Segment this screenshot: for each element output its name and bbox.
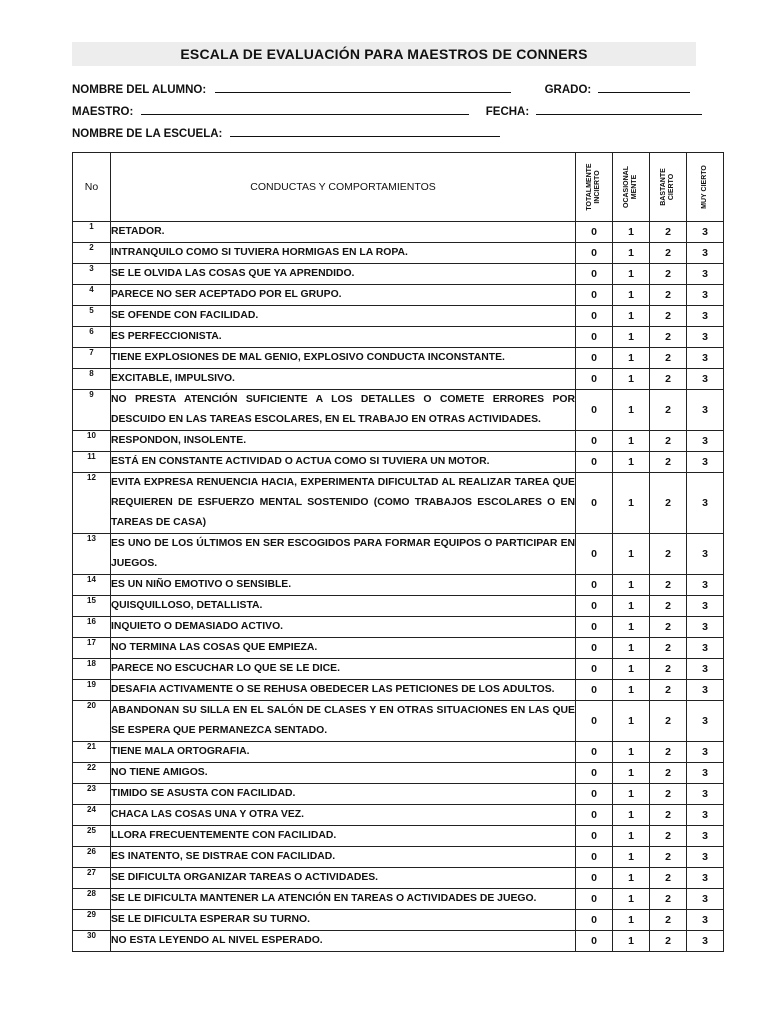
row-number: 17 xyxy=(73,638,111,659)
score-option-3[interactable]: 3 xyxy=(687,348,724,369)
header-very-true: MUY CIERTO xyxy=(687,153,724,222)
score-option-3[interactable]: 3 xyxy=(687,931,724,952)
score-option-3[interactable]: 3 xyxy=(687,680,724,701)
score-option-1[interactable]: 1 xyxy=(613,617,650,638)
score-option-3[interactable]: 3 xyxy=(687,889,724,910)
row-number: 24 xyxy=(73,805,111,826)
score-option-0[interactable]: 0 xyxy=(576,306,613,327)
score-option-1[interactable]: 1 xyxy=(613,931,650,952)
row-number: 5 xyxy=(73,306,111,327)
behavior-text: ESTÁ EN CONSTANTE ACTIVIDAD O ACTUA COMO SI TUVIERA UN MOTOR. xyxy=(111,452,576,473)
behavior-text: TIENE MALA ORTOGRAFIA. xyxy=(111,742,576,763)
score-option-3[interactable]: 3 xyxy=(687,285,724,306)
score-option-3[interactable]: 3 xyxy=(687,763,724,784)
table-row xyxy=(73,617,724,638)
score-option-0[interactable]: 0 xyxy=(576,327,613,348)
table-row xyxy=(73,452,724,473)
row-number: 25 xyxy=(73,826,111,847)
score-option-0[interactable]: 0 xyxy=(576,701,613,742)
score-option-3[interactable]: 3 xyxy=(687,452,724,473)
score-option-3[interactable]: 3 xyxy=(687,222,724,243)
score-option-2[interactable]: 2 xyxy=(650,243,687,264)
row-number: 27 xyxy=(73,868,111,889)
behavior-text: TIMIDO SE ASUSTA CON FACILIDAD. xyxy=(111,784,576,805)
score-option-0[interactable]: 0 xyxy=(576,243,613,264)
score-option-2[interactable]: 2 xyxy=(650,473,687,534)
behavior-text: PARECE NO ESCUCHAR LO QUE SE LE DICE. xyxy=(111,659,576,680)
row-number: 22 xyxy=(73,763,111,784)
row-number: 6 xyxy=(73,327,111,348)
row-number: 9 xyxy=(73,390,111,431)
table-row xyxy=(73,889,724,910)
score-option-1[interactable]: 1 xyxy=(613,264,650,285)
score-option-3[interactable]: 3 xyxy=(687,369,724,390)
score-option-2[interactable]: 2 xyxy=(650,306,687,327)
table-row xyxy=(73,910,724,931)
student-name-label: NOMBRE DEL ALUMNO: xyxy=(72,84,207,96)
score-option-2[interactable]: 2 xyxy=(650,910,687,931)
score-option-1[interactable]: 1 xyxy=(613,327,650,348)
row-number: 30 xyxy=(73,931,111,952)
school-row xyxy=(72,126,500,140)
score-option-2[interactable]: 2 xyxy=(650,847,687,868)
score-option-2[interactable]: 2 xyxy=(650,264,687,285)
score-option-2[interactable]: 2 xyxy=(650,452,687,473)
score-option-3[interactable]: 3 xyxy=(687,327,724,348)
teacher-field[interactable] xyxy=(141,104,469,115)
score-option-1[interactable]: 1 xyxy=(613,659,650,680)
table-row xyxy=(73,742,724,763)
row-number: 8 xyxy=(73,369,111,390)
table-row xyxy=(73,826,724,847)
behavior-text: SE LE OLVIDA LAS COSAS QUE YA APRENDIDO. xyxy=(111,264,576,285)
score-option-0[interactable]: 0 xyxy=(576,473,613,534)
row-number: 7 xyxy=(73,348,111,369)
score-option-2[interactable]: 2 xyxy=(650,784,687,805)
score-option-2[interactable]: 2 xyxy=(650,575,687,596)
score-option-3[interactable]: 3 xyxy=(687,431,724,452)
student-name-field[interactable] xyxy=(215,82,511,93)
score-option-0[interactable]: 0 xyxy=(576,596,613,617)
score-option-2[interactable]: 2 xyxy=(650,617,687,638)
score-option-1[interactable]: 1 xyxy=(613,473,650,534)
table-row xyxy=(73,222,724,243)
score-option-2[interactable]: 2 xyxy=(650,431,687,452)
score-option-1[interactable]: 1 xyxy=(613,222,650,243)
score-option-1[interactable]: 1 xyxy=(613,243,650,264)
score-option-3[interactable]: 3 xyxy=(687,534,724,575)
row-number: 3 xyxy=(73,264,111,285)
behavior-text: CHACA LAS COSAS UNA Y OTRA VEZ. xyxy=(111,805,576,826)
row-number: 18 xyxy=(73,659,111,680)
score-option-0[interactable]: 0 xyxy=(576,680,613,701)
row-number: 14 xyxy=(73,575,111,596)
score-option-1[interactable]: 1 xyxy=(613,784,650,805)
score-option-2[interactable]: 2 xyxy=(650,348,687,369)
behavior-text: NO PRESTA ATENCIÓN SUFICIENTE A LOS DETALLES O COMETE ERRORES POR DESCUIDO EN LAS TAREAS ESCOLARES, EN EL TRABAJO EN OTRAS ACTIVIDADES. xyxy=(111,390,576,431)
form-title: ESCALA DE EVALUACIÓN PARA MAESTROS DE CONNERS xyxy=(72,42,696,66)
score-option-3[interactable]: 3 xyxy=(687,805,724,826)
score-option-3[interactable]: 3 xyxy=(687,826,724,847)
behavior-text: NO TERMINA LAS COSAS QUE EMPIEZA. xyxy=(111,638,576,659)
score-option-3[interactable]: 3 xyxy=(687,243,724,264)
behavior-text: TIENE EXPLOSIONES DE MAL GENIO, EXPLOSIVO CONDUCTA INCONSTANTE. xyxy=(111,348,576,369)
score-option-1[interactable]: 1 xyxy=(613,285,650,306)
score-option-0[interactable]: 0 xyxy=(576,638,613,659)
score-option-1[interactable]: 1 xyxy=(613,452,650,473)
row-number: 10 xyxy=(73,431,111,452)
behavior-text: SE LE DIFICULTA ESPERAR SU TURNO. xyxy=(111,910,576,931)
row-number: 2 xyxy=(73,243,111,264)
table-row xyxy=(73,243,724,264)
score-option-1[interactable]: 1 xyxy=(613,575,650,596)
conners-table xyxy=(72,152,724,952)
behavior-text: QUISQUILLOSO, DETALLISTA. xyxy=(111,596,576,617)
behavior-text: ES UN NIÑO EMOTIVO O SENSIBLE. xyxy=(111,575,576,596)
row-number: 1 xyxy=(73,222,111,243)
score-option-2[interactable]: 2 xyxy=(650,805,687,826)
score-option-3[interactable]: 3 xyxy=(687,306,724,327)
score-option-2[interactable]: 2 xyxy=(650,285,687,306)
table-row xyxy=(73,868,724,889)
row-number: 20 xyxy=(73,701,111,742)
behavior-text: NO ESTA LEYENDO AL NIVEL ESPERADO. xyxy=(111,931,576,952)
score-option-1[interactable]: 1 xyxy=(613,805,650,826)
behavior-text: ABANDONAN SU SILLA EN EL SALÓN DE CLASES Y EN OTRAS SITUACIONES EN LAS QUE SE ESPERA QUE PERMANEZCA SENTADO. xyxy=(111,701,576,742)
score-option-2[interactable]: 2 xyxy=(650,701,687,742)
table-row xyxy=(73,763,724,784)
score-option-1[interactable]: 1 xyxy=(613,306,650,327)
table-row xyxy=(73,805,724,826)
behavior-text: ES PERFECCIONISTA. xyxy=(111,327,576,348)
score-option-0[interactable]: 0 xyxy=(576,910,613,931)
score-option-0[interactable]: 0 xyxy=(576,868,613,889)
row-number: 26 xyxy=(73,847,111,868)
score-option-2[interactable]: 2 xyxy=(650,763,687,784)
row-number: 21 xyxy=(73,742,111,763)
score-option-2[interactable]: 2 xyxy=(650,222,687,243)
score-option-0[interactable]: 0 xyxy=(576,369,613,390)
score-option-3[interactable]: 3 xyxy=(687,701,724,742)
behavior-text: EXCITABLE, IMPULSIVO. xyxy=(111,369,576,390)
score-option-0[interactable]: 0 xyxy=(576,659,613,680)
score-option-0[interactable]: 0 xyxy=(576,431,613,452)
row-number: 23 xyxy=(73,784,111,805)
behavior-text: DESAFIA ACTIVAMENTE O SE REHUSA OBEDECER LAS PETICIONES DE LOS ADULTOS. xyxy=(111,680,576,701)
score-option-2[interactable]: 2 xyxy=(650,659,687,680)
table-row xyxy=(73,784,724,805)
score-option-1[interactable]: 1 xyxy=(613,638,650,659)
behavior-text: RETADOR. xyxy=(111,222,576,243)
table-row xyxy=(73,306,724,327)
score-option-2[interactable]: 2 xyxy=(650,931,687,952)
score-option-1[interactable]: 1 xyxy=(613,742,650,763)
score-option-0[interactable]: 0 xyxy=(576,889,613,910)
score-option-0[interactable]: 0 xyxy=(576,805,613,826)
row-number: 15 xyxy=(73,596,111,617)
behavior-text: NO TIENE AMIGOS. xyxy=(111,763,576,784)
score-option-0[interactable]: 0 xyxy=(576,931,613,952)
score-option-1[interactable]: 1 xyxy=(613,847,650,868)
score-option-3[interactable]: 3 xyxy=(687,742,724,763)
score-option-1[interactable]: 1 xyxy=(613,348,650,369)
score-option-3[interactable]: 3 xyxy=(687,264,724,285)
table-row xyxy=(73,638,724,659)
score-option-1[interactable]: 1 xyxy=(613,680,650,701)
score-option-1[interactable]: 1 xyxy=(613,534,650,575)
score-option-1[interactable]: 1 xyxy=(613,701,650,742)
score-option-3[interactable]: 3 xyxy=(687,910,724,931)
score-option-0[interactable]: 0 xyxy=(576,742,613,763)
score-option-1[interactable]: 1 xyxy=(613,826,650,847)
header-behaviors: CONDUCTAS Y COMPORTAMIENTOS xyxy=(111,153,576,222)
score-option-1[interactable]: 1 xyxy=(613,763,650,784)
table-row xyxy=(73,596,724,617)
row-number: 12 xyxy=(73,473,111,534)
score-option-1[interactable]: 1 xyxy=(613,369,650,390)
score-option-3[interactable]: 3 xyxy=(687,575,724,596)
score-option-0[interactable]: 0 xyxy=(576,285,613,306)
table-row xyxy=(73,701,724,742)
score-option-2[interactable]: 2 xyxy=(650,638,687,659)
table-row xyxy=(73,680,724,701)
score-option-3[interactable]: 3 xyxy=(687,847,724,868)
table-row xyxy=(73,847,724,868)
score-option-1[interactable]: 1 xyxy=(613,910,650,931)
score-option-0[interactable]: 0 xyxy=(576,763,613,784)
behavior-text: EVITA EXPRESA RENUENCIA HACIA, EXPERIMENTA DIFICULTAD AL REALIZAR TAREA QUE REQUIEREN DE ESFUERZO MENTAL SOSTENIDO (COMO TRABAJOS ESCOLARES O EN TAREAS DE CASA) xyxy=(111,473,576,534)
header-no: No xyxy=(73,153,111,222)
score-option-0[interactable]: 0 xyxy=(576,452,613,473)
score-option-1[interactable]: 1 xyxy=(613,596,650,617)
table-row xyxy=(73,348,724,369)
row-number: 28 xyxy=(73,889,111,910)
table-row xyxy=(73,431,724,452)
score-option-3[interactable]: 3 xyxy=(687,617,724,638)
score-option-1[interactable]: 1 xyxy=(613,390,650,431)
row-number: 4 xyxy=(73,285,111,306)
score-option-2[interactable]: 2 xyxy=(650,868,687,889)
score-option-1[interactable]: 1 xyxy=(613,868,650,889)
table-row xyxy=(73,931,724,952)
score-option-3[interactable]: 3 xyxy=(687,659,724,680)
table-row xyxy=(73,369,724,390)
table-row xyxy=(73,575,724,596)
row-number: 29 xyxy=(73,910,111,931)
behavior-text: INTRANQUILO COMO SI TUVIERA HORMIGAS EN LA ROPA. xyxy=(111,243,576,264)
score-option-2[interactable]: 2 xyxy=(650,390,687,431)
score-option-0[interactable]: 0 xyxy=(576,348,613,369)
teacher-row xyxy=(72,104,702,118)
table-row xyxy=(73,285,724,306)
score-option-2[interactable]: 2 xyxy=(650,826,687,847)
table-row xyxy=(73,390,724,431)
behavior-text: SE DIFICULTA ORGANIZAR TAREAS O ACTIVIDADES. xyxy=(111,868,576,889)
score-option-2[interactable]: 2 xyxy=(650,596,687,617)
score-option-3[interactable]: 3 xyxy=(687,868,724,889)
student-row xyxy=(72,82,690,96)
behavior-text: ES INATENTO, SE DISTRAE CON FACILIDAD. xyxy=(111,847,576,868)
row-number: 13 xyxy=(73,534,111,575)
score-option-3[interactable]: 3 xyxy=(687,596,724,617)
score-option-0[interactable]: 0 xyxy=(576,784,613,805)
score-option-1[interactable]: 1 xyxy=(613,431,650,452)
behavior-text: RESPONDON, INSOLENTE. xyxy=(111,431,576,452)
score-option-0[interactable]: 0 xyxy=(576,617,613,638)
header-quite-true: BASTANTE CIERTO xyxy=(650,153,687,222)
score-option-3[interactable]: 3 xyxy=(687,473,724,534)
score-option-0[interactable]: 0 xyxy=(576,534,613,575)
row-number: 19 xyxy=(73,680,111,701)
header-totally-uncertain: TOTALMENTE INCIERTO xyxy=(576,153,613,222)
score-option-2[interactable]: 2 xyxy=(650,742,687,763)
date-label: FECHA: xyxy=(485,106,530,118)
teacher-label: MAESTRO: xyxy=(72,106,134,118)
score-option-3[interactable]: 3 xyxy=(687,638,724,659)
score-option-2[interactable]: 2 xyxy=(650,889,687,910)
date-field[interactable] xyxy=(536,104,702,115)
row-number: 16 xyxy=(73,617,111,638)
school-label: NOMBRE DE LA ESCUELA: xyxy=(72,128,223,140)
score-option-2[interactable]: 2 xyxy=(650,369,687,390)
score-option-3[interactable]: 3 xyxy=(687,390,724,431)
row-number: 11 xyxy=(73,452,111,473)
score-option-0[interactable]: 0 xyxy=(576,264,613,285)
table-row xyxy=(73,534,724,575)
school-field[interactable] xyxy=(230,126,500,137)
score-option-2[interactable]: 2 xyxy=(650,327,687,348)
behavior-text: SE OFENDE CON FACILIDAD. xyxy=(111,306,576,327)
table-row xyxy=(73,659,724,680)
score-option-2[interactable]: 2 xyxy=(650,534,687,575)
score-option-0[interactable]: 0 xyxy=(576,575,613,596)
table-row xyxy=(73,327,724,348)
header-occasionally: OCASIONAL MENTE xyxy=(613,153,650,222)
score-option-0[interactable]: 0 xyxy=(576,222,613,243)
grade-label: GRADO: xyxy=(544,84,592,96)
score-option-0[interactable]: 0 xyxy=(576,390,613,431)
behavior-text: INQUIETO O DEMASIADO ACTIVO. xyxy=(111,617,576,638)
table-row xyxy=(73,264,724,285)
behavior-text: PARECE NO SER ACEPTADO POR EL GRUPO. xyxy=(111,285,576,306)
score-option-3[interactable]: 3 xyxy=(687,784,724,805)
score-option-0[interactable]: 0 xyxy=(576,826,613,847)
behavior-text: SE LE DIFICULTA MANTENER LA ATENCIÓN EN TAREAS O ACTIVIDADES DE JUEGO. xyxy=(111,889,576,910)
score-option-1[interactable]: 1 xyxy=(613,889,650,910)
table-row xyxy=(73,473,724,534)
score-option-2[interactable]: 2 xyxy=(650,680,687,701)
behavior-text: ES UNO DE LOS ÚLTIMOS EN SER ESCOGIDOS PARA FORMAR EQUIPOS O PARTICIPAR EN JUEGOS. xyxy=(111,534,576,575)
behavior-text: LLORA FRECUENTEMENTE CON FACILIDAD. xyxy=(111,826,576,847)
score-option-0[interactable]: 0 xyxy=(576,847,613,868)
grade-field[interactable] xyxy=(598,82,690,93)
